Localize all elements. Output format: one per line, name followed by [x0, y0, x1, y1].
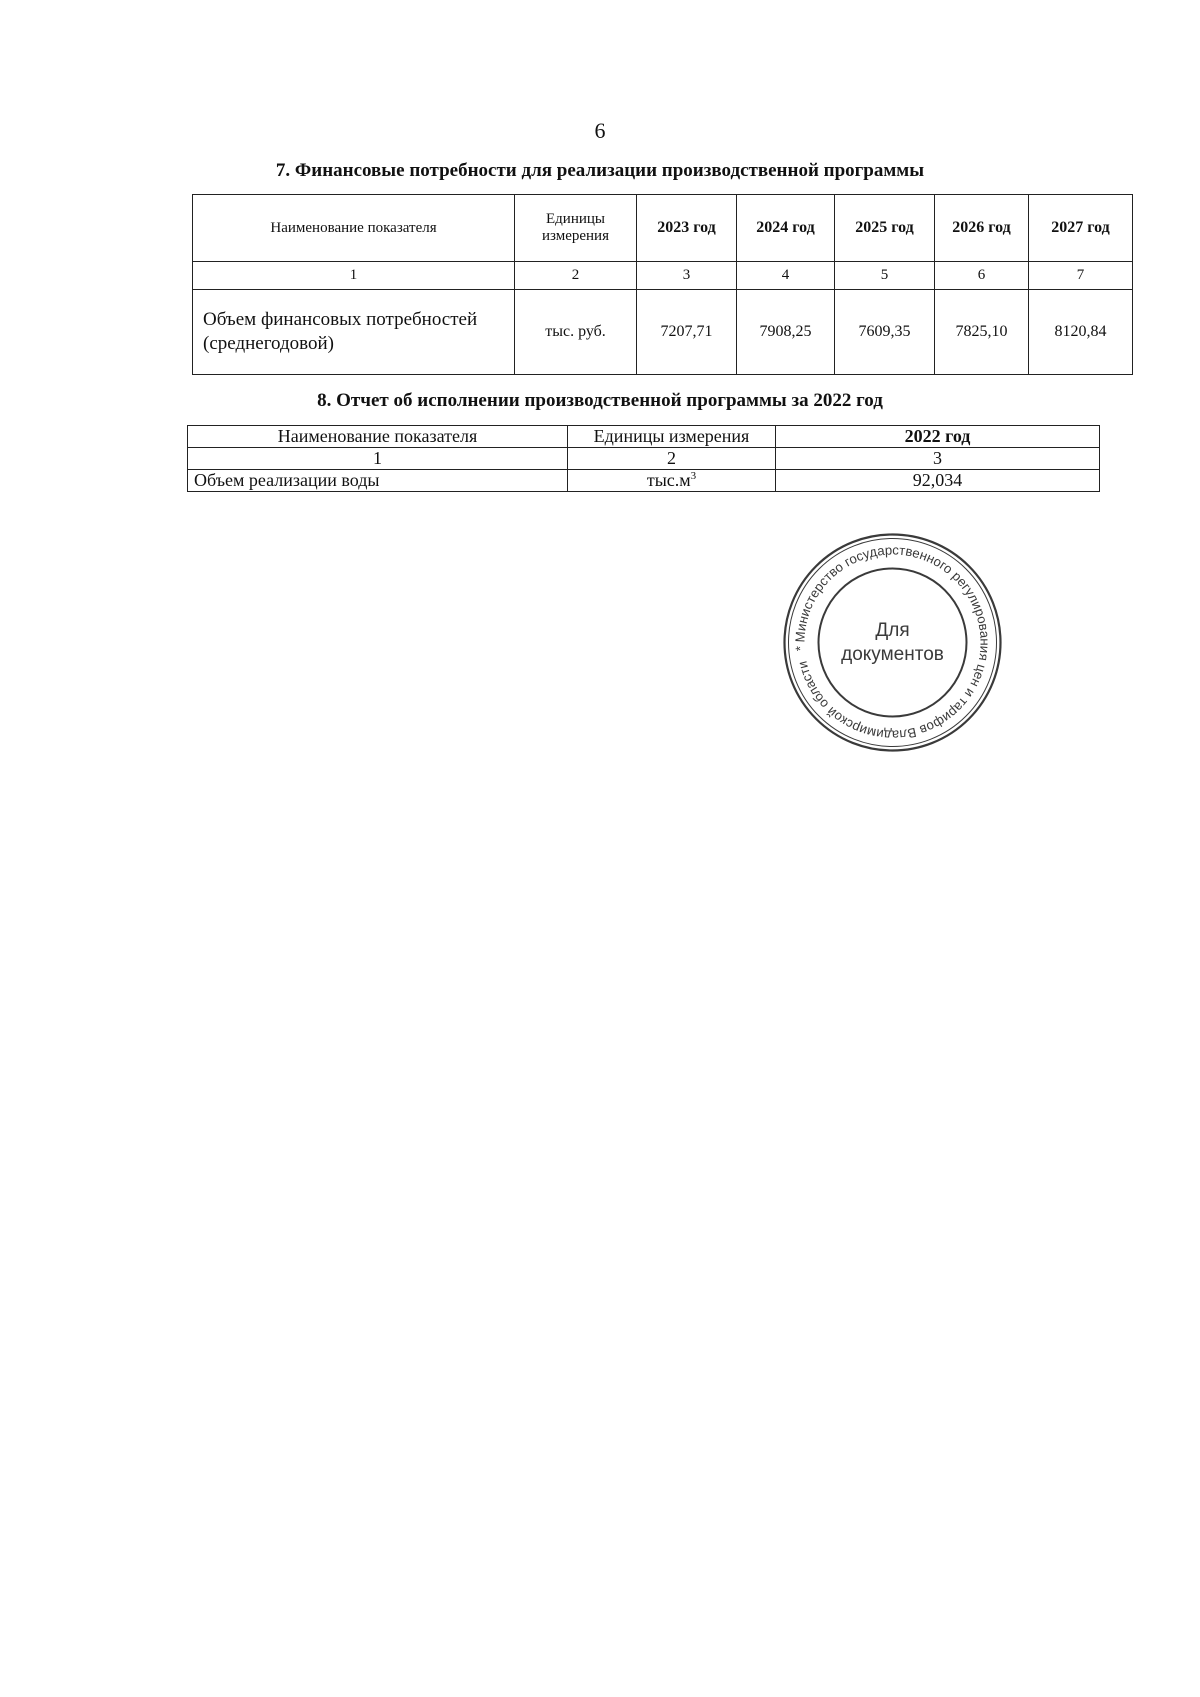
section-7-title: 7. Финансовые потребности для реализации производственной программы	[275, 160, 925, 181]
header-year: 2026 год	[935, 195, 1029, 262]
row-value: 7825,10	[935, 290, 1029, 375]
header-indicator-name: Наименование показателя	[188, 426, 568, 448]
unit-text: тыс.м	[646, 470, 691, 490]
header-year: 2022 год	[776, 426, 1100, 448]
row-unit	[568, 470, 776, 492]
row-value: 92,034	[776, 470, 1100, 492]
row-indicator-name: Объем реализации воды	[188, 470, 568, 492]
row-value: 8120,84	[1029, 290, 1133, 375]
page-number: 6	[594, 118, 606, 143]
table-header-row	[193, 195, 1133, 262]
stamp-outer-ring-inner	[789, 539, 997, 747]
column-number: 5	[835, 262, 935, 290]
table-header-row	[188, 426, 1100, 448]
stamp-inner-ring	[819, 569, 967, 717]
header-units: Единицы измерения	[568, 426, 776, 448]
row-value: 7908,25	[737, 290, 835, 375]
header-year: 2023 год	[637, 195, 737, 262]
row-indicator-name: Объем финансовых потребностей (среднегодовой)	[193, 290, 515, 375]
header-year: 2027 год	[1029, 195, 1133, 262]
header-year: 2025 год	[835, 195, 935, 262]
financial-needs-table	[192, 194, 1133, 375]
stamp-outer-ring	[785, 535, 1001, 751]
column-number: 2	[515, 262, 637, 290]
row-unit: тыс. руб.	[515, 290, 637, 375]
column-number: 7	[1029, 262, 1133, 290]
table-row	[188, 470, 1100, 492]
stamp-center-line-2: документов	[841, 644, 944, 665]
column-number: 2	[568, 448, 776, 470]
program-report-table	[187, 425, 1100, 492]
table-row	[193, 290, 1133, 375]
header-units: Единицы измерения	[515, 195, 637, 262]
stamp-center-line-1: Для	[875, 620, 910, 641]
column-number: 1	[193, 262, 515, 290]
section-8-title: 8. Отчет об исполнении производственной программы за 2022 год	[317, 390, 883, 411]
column-number-row	[188, 448, 1100, 470]
column-number: 1	[188, 448, 568, 470]
column-number: 6	[935, 262, 1029, 290]
column-number: 3	[637, 262, 737, 290]
unit-superscript: 3	[690, 470, 697, 482]
row-value: 7207,71	[637, 290, 737, 375]
official-stamp	[780, 530, 1005, 755]
row-value: 7609,35	[835, 290, 935, 375]
column-number: 4	[737, 262, 835, 290]
stamp-ring-text: Министерство государственного регулирования цен и тарифов Владимирской области *	[792, 542, 993, 743]
header-indicator-name: Наименование показателя	[193, 195, 515, 262]
column-number-row	[193, 262, 1133, 290]
header-year: 2024 год	[737, 195, 835, 262]
column-number: 3	[776, 448, 1100, 470]
